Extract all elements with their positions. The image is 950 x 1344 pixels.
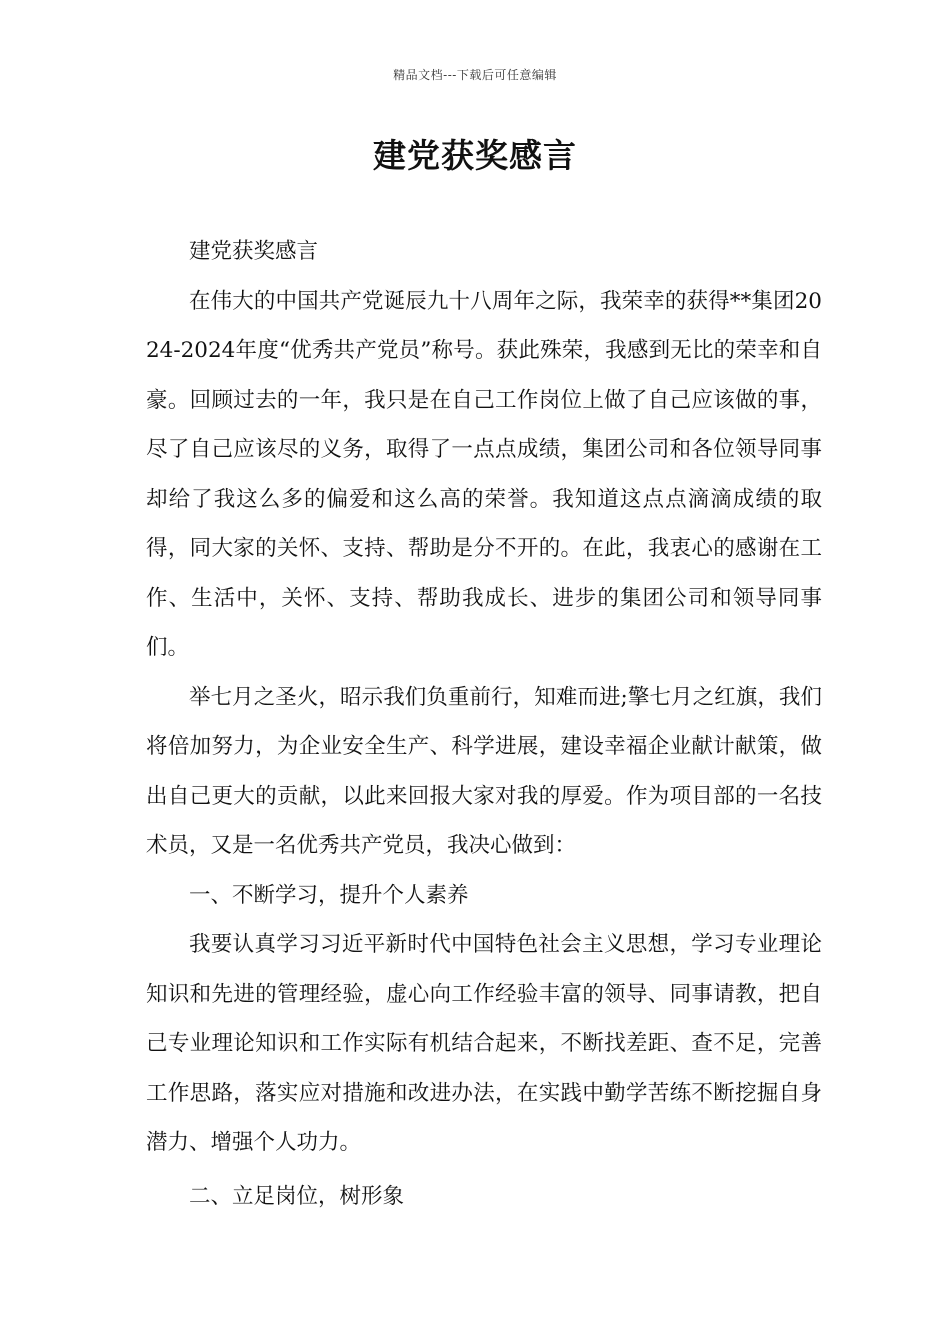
section-heading: 二、立足岗位，树形象 — [189, 1183, 405, 1209]
document-body — [146, 227, 822, 1221]
section-heading: 一、不断学习，提升个人素养 — [189, 882, 469, 908]
body-paragraph: 举七月之圣火，昭示我们负重前行，知难而进;擎七月之红旗，我们将倍加努力，为企业安全生产、科学进展，建设幸福企业献计献策，做出自己更大的贡献，以此来回报大家对我的厚爱。作为项目部的一名技术员，又是一名优秀共产党员，我决心做到： — [146, 684, 822, 858]
body-subtitle: 建党获奖感言 — [189, 239, 319, 264]
body-paragraph: 在伟大的中国共产党诞辰九十八周年之际，我荣幸的获得**集团2024-2024年度“优秀共产党员”称号。获此殊荣，我感到无比的荣幸和自豪。回顾过去的一年，我只是在自己工作岗位上做了自己应该做的事，尽了自己应该尽的义务，取得了一点点成绩，集团公司和各位领导同事却给了我这么多的偏爱和这么高的荣誉。我知道这点点滴滴成绩的取得，同大家的关怀、支持、帮助是分不开的。在此，我衷心的感谢在工作、生活中，关怀、支持、帮助我成长、进步的集团公司和领导同事们。 — [146, 288, 822, 660]
header-note: 精品文档---下载后可任意编辑 — [393, 68, 557, 82]
body-paragraph: 我要认真学习习近平新时代中国特色社会主义思想，学习专业理论知识和先进的管理经验，虚心向工作经验丰富的领导、同事请教，把自己专业理论知识和工作实际有机结合起来，不断找差距、查不足，完善工作思路，落实应对措施和改进办法，在实践中勤学苦练不断挖掘自身潜力、增强个人功力。 — [146, 932, 822, 1155]
document-title: 建党获奖感言 — [373, 136, 577, 175]
